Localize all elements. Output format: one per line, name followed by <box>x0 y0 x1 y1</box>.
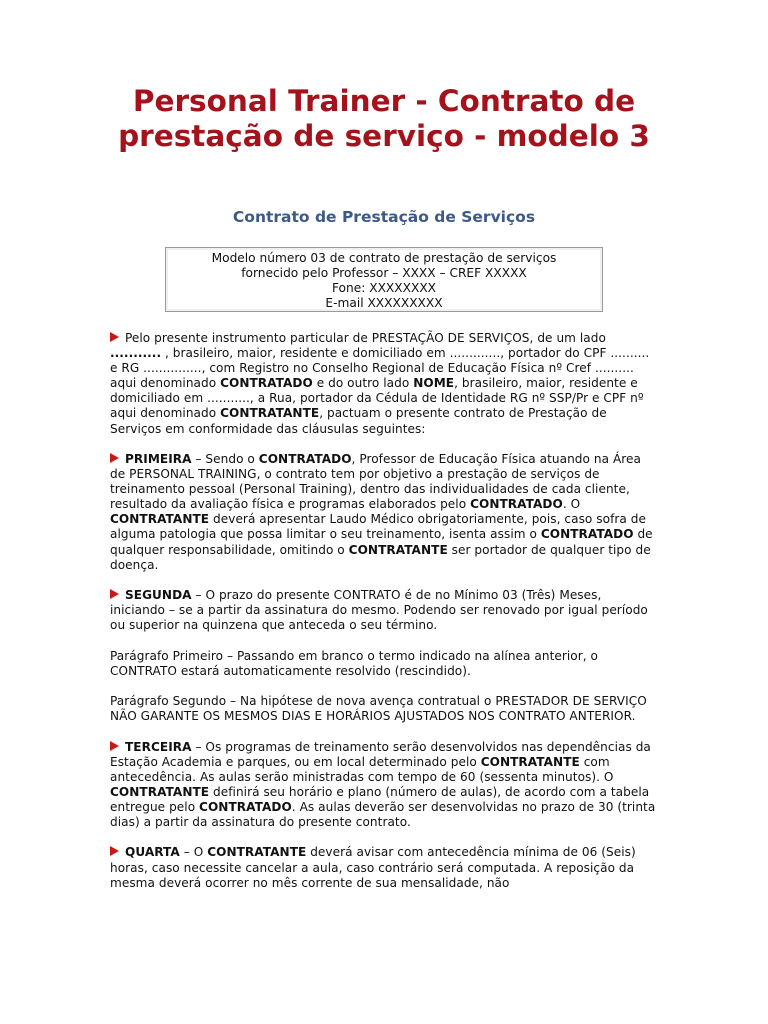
red-arrow-icon <box>110 846 119 856</box>
info-line: Fone: XXXXXXXX <box>331 281 437 295</box>
paragrafo-segundo: Parágrafo Segundo – Na hipótese de nova avença contratual o PRESTADOR DE SERVIÇO NÃO GARANTE OS MESMOS DIAS E HORÁRIOS AJUSTADOS NOS CONTRATO ANTERIOR. <box>110 694 647 724</box>
red-arrow-icon <box>110 741 119 751</box>
clause-quarta: QUARTA – O CONTRATANTE deverá avisar com antecedência mínima de 06 (Seis) horas, caso necessite cancelar a aula, caso contrário será computada. A reposição da mesma deverá ocorrer no mês corrente de sua mensalidade, não <box>110 845 636 890</box>
clause-terceira: TERCEIRA – Os programas de treinamento serão desenvolvidos nas dependências da Estação Academia e parques, ou em local determinado pelo CONTRATANTE com antecedência. As aulas serão ministradas com tempo de 60 (sessenta minutos). O CONTRATANTE definirá seu horário e plano (número de aulas), de acordo com a tabela entregue pelo CONTRATADO. As aulas deverão ser desenvolvidas no prazo de 30 (trinta dias) a partir da assinatura do presente contrato. <box>110 739 656 830</box>
info-line: E-mail XXXXXXXXX <box>325 296 443 310</box>
red-arrow-icon <box>110 453 119 463</box>
contract-body <box>110 331 658 906</box>
clause-segunda: SEGUNDA – O prazo do presente CONTRATO é de no Mínimo 03 (Três) Meses, iniciando – se a partir da assinatura do mesmo. Podendo ser renovado por igual período ou superior na quinzena que anteceda o seu término. <box>110 588 648 633</box>
paragrafo-primeiro: Parágrafo Primeiro – Passando em branco o termo indicado na alínea anterior, o CONTRATO estará automaticamente resolvido (rescindido). <box>110 648 598 678</box>
document-subtitle: Contrato de Prestação de Serviços <box>232 208 536 226</box>
info-line: Modelo número 03 de contrato de prestação de serviços <box>211 251 557 265</box>
red-arrow-icon <box>110 332 119 342</box>
red-arrow-icon <box>110 589 119 599</box>
document-title: Personal Trainer - Contrato de prestação de serviço - modelo 3 <box>118 84 650 153</box>
model-info-box <box>165 247 603 312</box>
info-line: fornecido pelo Professor – XXXX – CREF XXXXX <box>241 266 527 280</box>
intro-paragraph: Pelo presente instrumento particular de PRESTAÇÃO DE SERVIÇOS, de um lado ........... , brasileiro, maior, residente e domiciliado em ............., portador do CPF .......... e RG ..............., com Registro no Conselho Regional de Educação Física nº Cref .......... aqui denominado CONTRATADO e do outro lado NOME, brasileiro, maior, residente e domiciliado em ..........., a Rua, portador da Cédula de Identidade RG nº SSP/Pr e CPF nº aqui denominado CONTRATANTE, pactuam o presente contrato de Prestação de Serviços em conformidade das cláusulas seguintes: <box>110 331 650 436</box>
clause-primeira: PRIMEIRA – Sendo o CONTRATADO, Professor de Educação Física atuando na Área de PERSONAL TRAINING, o contrato tem por objetivo a prestação de serviços de treinamento pessoal (Personal Training), dentro das individualidades de cada cliente, resultado da avaliação física e programas elaborados pelo CONTRATADO. O CONTRATANTE deverá apresentar Laudo Médico obrigatoriamente, pois, caso sofra de alguma patologia que possa limitar o seu treinamento, isenta assim o CONTRATADO de qualquer responsabilidade, omitindo o CONTRATANTE ser portador de qualquer tipo de doença. <box>110 451 653 572</box>
